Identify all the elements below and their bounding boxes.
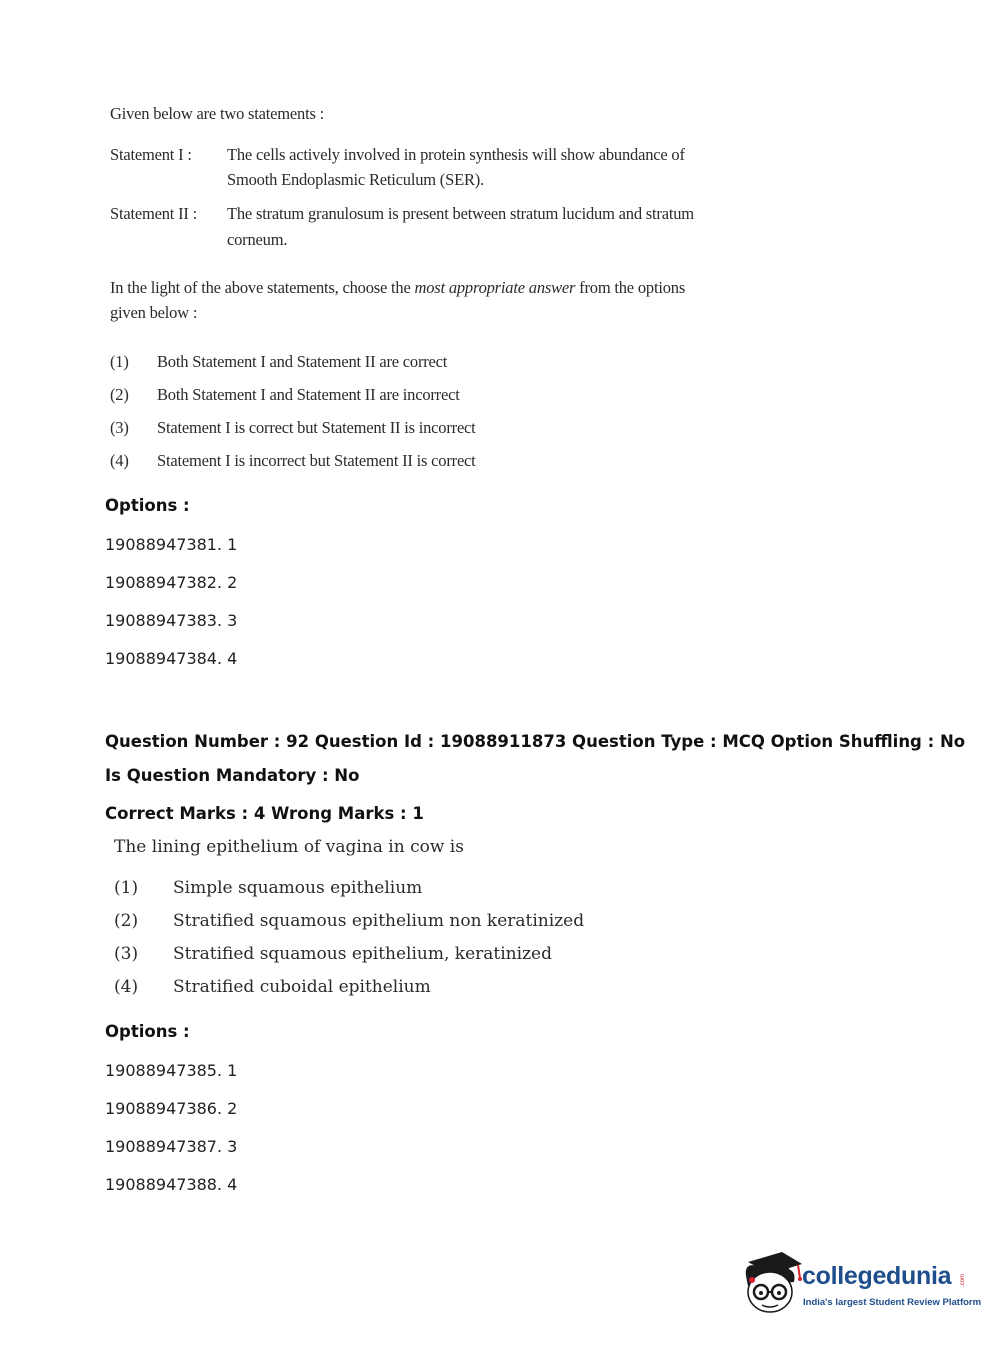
q2-option-id: 19088947385. 1 [105, 1061, 238, 1080]
statement2-label: Statement II : [110, 204, 198, 223]
q2-choice-text: Simple squamous epithelium [173, 878, 423, 898]
q2-meta-line2: Is Question Mandatory : No [105, 766, 360, 785]
q1-choice-num: (2) [110, 385, 129, 404]
q1-choice-num: (1) [110, 352, 129, 371]
statement1-label: Statement I : [110, 145, 192, 164]
q1-choice-num: (3) [110, 418, 129, 437]
q1-choice-text: Both Statement I and Statement II are correct [157, 352, 448, 371]
q1-instruction-emphasis: most appropriate answer [414, 278, 576, 297]
q2-choice-num: (3) [114, 944, 139, 964]
collegedunia-com: .com [960, 1274, 966, 1288]
statement1-line2: Smooth Endoplasmic Reticulum (SER). [227, 170, 484, 189]
q1-option-id: 19088947383. 3 [105, 611, 238, 630]
q1-option-id: 19088947382. 2 [105, 573, 238, 592]
q1-instruction-pre: In the light of the above statements, choose the [110, 278, 415, 297]
q2-choice-text: Stratified cuboidal epithelium [173, 977, 431, 997]
q1-choice-text: Statement I is correct but Statement II is incorrect [157, 418, 476, 437]
q2-choice-text: Stratified squamous epithelium non keratinized [173, 911, 585, 931]
q2-option-id: 19088947386. 2 [105, 1099, 238, 1118]
q1-option-id: 19088947381. 1 [105, 535, 238, 554]
statement1-line1: The cells actively involved in protein synthesis will show abundance of [227, 145, 685, 164]
q2-question: The lining epithelium of vagina in cow is [114, 837, 464, 857]
q1-instruction-line2: given below : [110, 303, 198, 322]
q1-instruction [110, 278, 685, 298]
q1-choice-text: Both Statement I and Statement II are incorrect [157, 385, 460, 404]
q2-meta-line3: Correct Marks : 4 Wrong Marks : 1 [105, 804, 424, 823]
q2-choice-text: Stratified squamous epithelium, keratinized [173, 944, 552, 964]
q2-option-id: 19088947388. 4 [105, 1175, 238, 1194]
q2-choice-num: (1) [114, 878, 139, 898]
q1-options-title: Options : [105, 496, 190, 515]
collegedunia-tagline: India's largest Student Review Platform [803, 1297, 982, 1308]
q2-meta-line1: Question Number : 92 Question Id : 19088911873 Question Type : MCQ Option Shuffling : No [105, 732, 966, 751]
q2-options-title: Options : [105, 1022, 190, 1041]
q2-option-id: 19088947387. 3 [105, 1137, 238, 1156]
collegedunia-mascot-logo [740, 1248, 810, 1318]
q2-choice-num: (4) [114, 977, 139, 997]
q2-choice-num: (2) [114, 911, 139, 931]
mascot-icon [740, 1248, 810, 1318]
statement2-line1: The stratum granulosum is present between stratum lucidum and stratum [227, 204, 694, 223]
q1-instruction-post: from the options [575, 278, 686, 297]
q1-option-id: 19088947384. 4 [105, 649, 238, 668]
q1-choice-text: Statement I is incorrect but Statement II is correct [157, 451, 476, 470]
collegedunia-wordmark: collegedunia [802, 1262, 952, 1290]
q1-intro: Given below are two statements : [110, 104, 324, 123]
q1-choice-num: (4) [110, 451, 129, 470]
statement2-line2: corneum. [227, 230, 288, 249]
